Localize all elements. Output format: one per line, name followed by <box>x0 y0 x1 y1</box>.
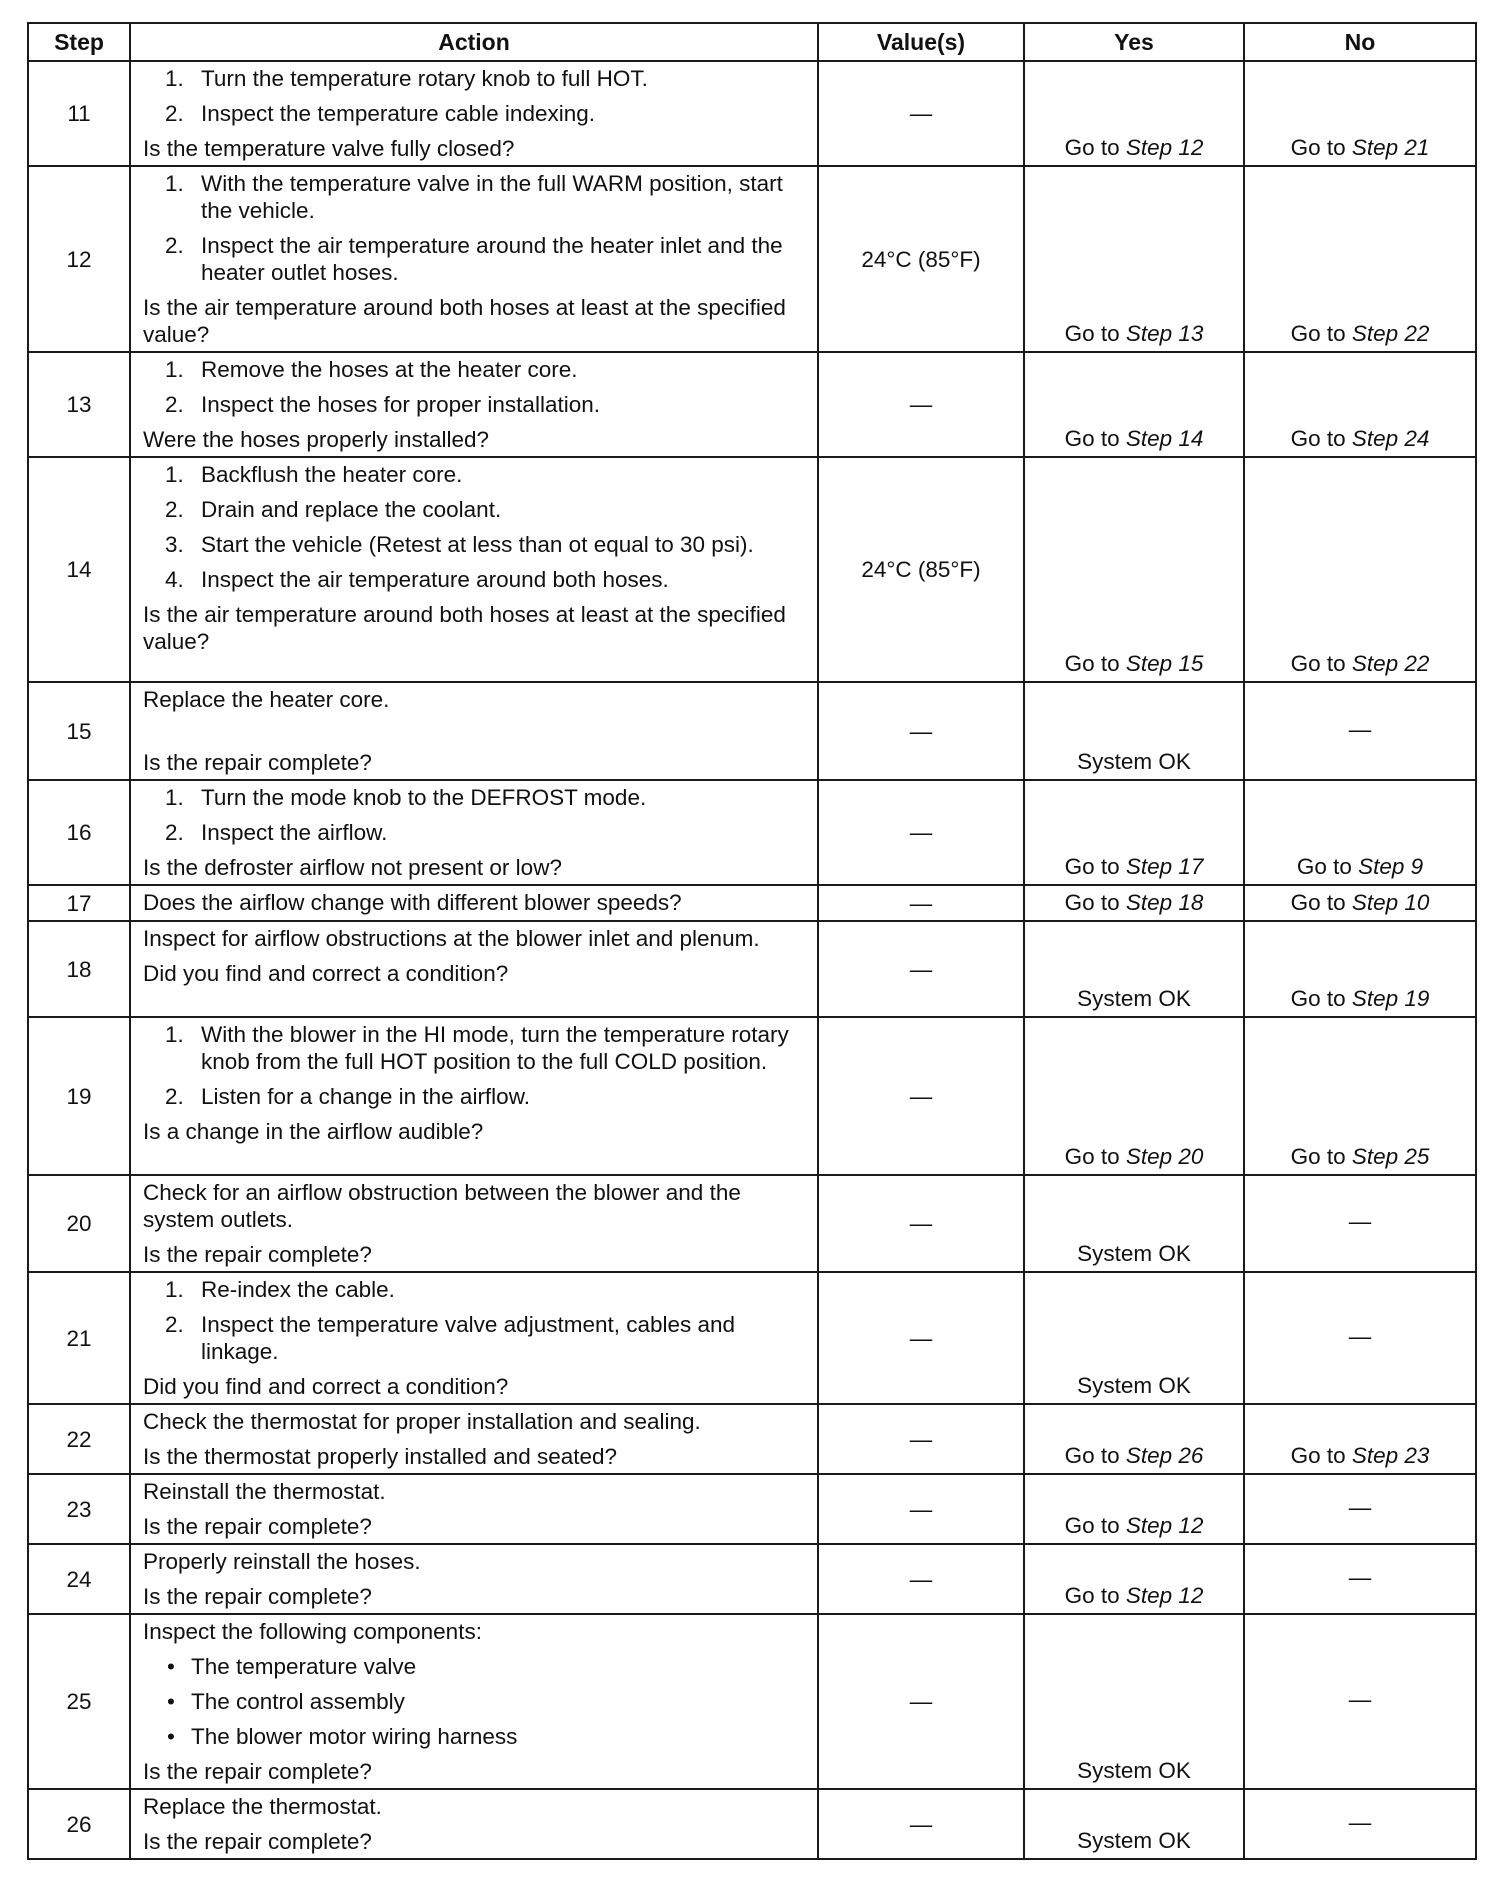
action-text: Drain and replace the coolant. <box>201 497 502 522</box>
action-cell <box>130 1404 818 1474</box>
table-row <box>28 1017 1476 1175</box>
action-text: Inspect for airflow obstructions at the blower inlet and plenum. <box>143 926 760 951</box>
action-step-item <box>143 566 809 593</box>
action-text: Does the airflow change with different blower speeds? <box>143 890 682 915</box>
no-cell <box>1244 352 1476 457</box>
step-number: 17 <box>28 885 130 921</box>
action-cell <box>130 352 818 457</box>
result-text: System OK <box>1077 1828 1191 1853</box>
value-cell: — <box>818 682 1024 780</box>
yes-cell <box>1024 166 1244 352</box>
header-yes: Yes <box>1024 23 1244 61</box>
item-number: 2. <box>165 1084 184 1109</box>
action-question <box>143 854 809 881</box>
step-number: 25 <box>28 1614 130 1789</box>
table-row <box>28 166 1476 352</box>
action-cell <box>130 1175 818 1272</box>
item-number: 1. <box>165 462 184 487</box>
goto-prefix: Go to <box>1290 426 1352 451</box>
dash: — <box>1348 1809 1372 1835</box>
action-text: Is the repair complete? <box>143 1584 372 1609</box>
action-step-item <box>143 496 809 523</box>
yes-cell <box>1024 61 1244 166</box>
action-cell <box>130 1789 818 1859</box>
goto-step-ref: Step 20 <box>1125 1144 1204 1169</box>
result-text: System OK <box>1077 1373 1191 1398</box>
goto-step-ref: Step 9 <box>1358 854 1424 879</box>
table-row <box>28 457 1476 682</box>
yes-cell <box>1024 682 1244 780</box>
step-number: 13 <box>28 352 130 457</box>
value-cell: — <box>818 1789 1024 1859</box>
no-cell <box>1244 61 1476 166</box>
goto-step-ref: Step 12 <box>1125 1583 1204 1608</box>
header-row <box>28 23 1476 61</box>
action-question <box>143 1373 809 1400</box>
action-cell <box>130 1614 818 1789</box>
action-question <box>143 1758 809 1785</box>
no-cell <box>1244 1474 1476 1544</box>
action-text: Remove the hoses at the heater core. <box>201 357 578 382</box>
action-step-item <box>143 232 809 286</box>
action-question <box>143 686 809 713</box>
table-row <box>28 352 1476 457</box>
action-question <box>143 749 809 776</box>
action-text: With the blower in the HI mode, turn the temperature rotary knob from the full HOT position to the full COLD position. <box>201 1022 789 1074</box>
action-text: Inspect the hoses for proper installation. <box>201 392 600 417</box>
goto-step-ref: Step 13 <box>1125 321 1204 346</box>
action-text: Is the thermostat properly installed and seated? <box>143 1444 618 1469</box>
value-cell: — <box>818 921 1024 1017</box>
action-cell <box>130 166 818 352</box>
item-number: 1. <box>165 1277 184 1302</box>
action-step-item <box>143 1083 809 1110</box>
step-number: 12 <box>28 166 130 352</box>
action-question <box>143 1179 809 1233</box>
goto-step-ref: Step 22 <box>1351 321 1430 346</box>
table-row <box>28 1272 1476 1404</box>
action-text: Is the repair complete? <box>143 750 372 775</box>
yes-cell <box>1024 1017 1244 1175</box>
action-text: Reinstall the thermostat. <box>143 1479 386 1504</box>
goto-prefix: Go to <box>1290 135 1352 160</box>
step-number: 11 <box>28 61 130 166</box>
no-cell <box>1244 921 1476 1017</box>
goto-step-ref: Step 21 <box>1351 135 1430 160</box>
step-number: 26 <box>28 1789 130 1859</box>
item-number: 4. <box>165 567 184 592</box>
goto-step-ref: Step 23 <box>1351 1443 1430 1468</box>
action-question <box>143 1618 809 1645</box>
goto-step-ref: Step 15 <box>1125 651 1204 676</box>
step-number: 19 <box>28 1017 130 1175</box>
action-question <box>143 1443 809 1470</box>
action-text: Turn the temperature rotary knob to full HOT. <box>201 66 648 91</box>
goto-prefix: Go to <box>1064 135 1126 160</box>
action-step-item <box>143 461 809 488</box>
diagnostic-table <box>27 22 1477 1860</box>
action-text: Is the repair complete? <box>143 1829 372 1854</box>
action-text: Inspect the airflow. <box>201 820 388 845</box>
yes-cell <box>1024 1789 1244 1859</box>
no-cell <box>1244 885 1476 921</box>
action-text: Listen for a change in the airflow. <box>201 1084 530 1109</box>
item-number: 2. <box>165 101 184 126</box>
action-text: With the temperature valve in the full WARM position, start the vehicle. <box>201 171 783 223</box>
step-number: 14 <box>28 457 130 682</box>
action-step-item <box>143 1276 809 1303</box>
goto-prefix: Go to <box>1290 986 1352 1011</box>
action-text: Backflush the heater core. <box>201 462 463 487</box>
item-number: 1. <box>165 357 184 382</box>
value-cell: 24°C (85°F) <box>818 166 1024 352</box>
no-cell <box>1244 166 1476 352</box>
goto-step-ref: Step 19 <box>1351 986 1430 1011</box>
action-text: Did you find and correct a condition? <box>143 961 509 986</box>
yes-cell <box>1024 780 1244 885</box>
dash: — <box>1348 1494 1372 1520</box>
dash: — <box>1348 716 1372 742</box>
goto-step-ref: Step 10 <box>1351 890 1430 915</box>
step-number: 22 <box>28 1404 130 1474</box>
item-number: 2. <box>165 392 184 417</box>
action-cell <box>130 780 818 885</box>
action-cell <box>130 1544 818 1614</box>
action-question <box>143 1118 809 1145</box>
item-number: 2. <box>165 497 184 522</box>
no-cell <box>1244 780 1476 885</box>
value-cell: — <box>818 1017 1024 1175</box>
action-step-item <box>143 531 809 558</box>
bullet-marker: • <box>167 1689 175 1714</box>
action-text: Did you find and correct a condition? <box>143 1374 509 1399</box>
yes-cell <box>1024 1404 1244 1474</box>
action-step-item <box>143 784 809 811</box>
action-cell <box>130 1017 818 1175</box>
table-row <box>28 885 1476 921</box>
goto-step-ref: Step 14 <box>1125 426 1204 451</box>
action-text: Is a change in the airflow audible? <box>143 1119 484 1144</box>
action-question <box>143 1548 809 1575</box>
action-text: Is the repair complete? <box>143 1242 372 1267</box>
item-number: 1. <box>165 1022 184 1047</box>
action-question <box>143 135 809 162</box>
spacer <box>143 721 809 741</box>
action-text: Start the vehicle (Retest at less than ot equal to 30 psi). <box>201 532 754 557</box>
yes-cell <box>1024 921 1244 1017</box>
table-row <box>28 1404 1476 1474</box>
header-values: Value(s) <box>818 23 1024 61</box>
table-row <box>28 1175 1476 1272</box>
dash: — <box>1348 1564 1372 1590</box>
value-cell: — <box>818 1544 1024 1614</box>
value-cell: — <box>818 61 1024 166</box>
action-text: Turn the mode knob to the DEFROST mode. <box>201 785 647 810</box>
value-cell: — <box>818 1404 1024 1474</box>
goto-prefix: Go to <box>1296 854 1359 879</box>
table-row <box>28 1789 1476 1859</box>
action-text: Inspect the air temperature around the heater inlet and the heater outlet hoses. <box>201 233 783 285</box>
result-text: System OK <box>1077 1758 1191 1783</box>
table-row <box>28 780 1476 885</box>
action-question <box>143 960 809 987</box>
action-text: Replace the heater core. <box>143 687 390 712</box>
yes-cell <box>1024 457 1244 682</box>
table-row <box>28 682 1476 780</box>
table-row <box>28 1614 1476 1789</box>
action-cell <box>130 921 818 1017</box>
bullet-marker: • <box>167 1654 175 1679</box>
no-cell <box>1244 1175 1476 1272</box>
goto-prefix: Go to <box>1064 426 1126 451</box>
goto-prefix: Go to <box>1064 854 1126 879</box>
action-question <box>143 1583 809 1610</box>
action-bullet-item <box>143 1688 809 1715</box>
step-number: 15 <box>28 682 130 780</box>
action-text: Is the temperature valve fully closed? <box>143 136 515 161</box>
action-text: Is the repair complete? <box>143 1514 372 1539</box>
goto-prefix: Go to <box>1290 1443 1352 1468</box>
no-cell <box>1244 1404 1476 1474</box>
yes-cell <box>1024 352 1244 457</box>
action-cell <box>130 61 818 166</box>
no-cell <box>1244 1272 1476 1404</box>
goto-prefix: Go to <box>1290 1144 1352 1169</box>
step-number: 20 <box>28 1175 130 1272</box>
bullet-marker: • <box>167 1724 175 1749</box>
header-action: Action <box>130 23 818 61</box>
no-cell <box>1244 682 1476 780</box>
action-cell <box>130 1474 818 1544</box>
action-text: The control assembly <box>191 1689 405 1714</box>
no-cell <box>1244 1789 1476 1859</box>
action-text: Were the hoses properly installed? <box>143 427 490 452</box>
goto-step-ref: Step 12 <box>1125 1513 1204 1538</box>
action-text: Inspect the following components: <box>143 1619 482 1644</box>
action-cell <box>130 682 818 780</box>
action-text: Is the air temperature around both hoses at least at the specified value? <box>143 602 786 654</box>
action-question <box>143 925 809 952</box>
action-bullet-item <box>143 1653 809 1680</box>
item-number: 1. <box>165 785 184 810</box>
action-text: Is the air temperature around both hoses at least at the specified value? <box>143 295 786 347</box>
no-cell <box>1244 1614 1476 1789</box>
value-cell: — <box>818 1175 1024 1272</box>
goto-step-ref: Step 18 <box>1125 890 1204 915</box>
goto-step-ref: Step 22 <box>1351 651 1430 676</box>
value-cell: — <box>818 1474 1024 1544</box>
action-question <box>143 1408 809 1435</box>
step-number: 18 <box>28 921 130 1017</box>
value-cell: — <box>818 780 1024 885</box>
action-text: Properly reinstall the hoses. <box>143 1549 421 1574</box>
goto-prefix: Go to <box>1064 1443 1126 1468</box>
action-text: Re-index the cable. <box>201 1277 395 1302</box>
value-cell: — <box>818 1614 1024 1789</box>
no-cell <box>1244 1544 1476 1614</box>
step-number: 24 <box>28 1544 130 1614</box>
action-question <box>143 601 809 655</box>
goto-prefix: Go to <box>1290 651 1352 676</box>
value-cell: — <box>818 352 1024 457</box>
step-number: 21 <box>28 1272 130 1404</box>
yes-cell <box>1024 1272 1244 1404</box>
goto-prefix: Go to <box>1064 651 1126 676</box>
action-step-item <box>143 356 809 383</box>
goto-step-ref: Step 24 <box>1351 426 1430 451</box>
yes-cell <box>1024 1614 1244 1789</box>
header-no: No <box>1244 23 1476 61</box>
goto-step-ref: Step 25 <box>1351 1144 1430 1169</box>
action-cell <box>130 885 818 921</box>
action-step-item <box>143 1021 809 1075</box>
value-cell: — <box>818 1272 1024 1404</box>
step-number: 23 <box>28 1474 130 1544</box>
goto-prefix: Go to <box>1290 890 1352 915</box>
action-text: Inspect the air temperature around both hoses. <box>201 567 669 592</box>
goto-prefix: Go to <box>1064 890 1126 915</box>
action-question <box>143 1513 809 1540</box>
action-step-item <box>143 1311 809 1365</box>
goto-step-ref: Step 26 <box>1125 1443 1204 1468</box>
goto-step-ref: Step 12 <box>1125 135 1204 160</box>
value-cell: 24°C (85°F) <box>818 457 1024 682</box>
action-text: The temperature valve <box>191 1654 417 1679</box>
action-question <box>143 1478 809 1505</box>
dash: — <box>1348 1209 1372 1234</box>
goto-step-ref: Step 17 <box>1125 854 1204 879</box>
item-number: 1. <box>165 171 184 196</box>
action-text: Is the repair complete? <box>143 1759 372 1784</box>
action-text: Inspect the temperature valve adjustment, cables and linkage. <box>201 1312 736 1364</box>
action-step-item <box>143 391 809 418</box>
goto-prefix: Go to <box>1064 1144 1126 1169</box>
action-text: Replace the thermostat. <box>143 1794 382 1819</box>
item-number: 1. <box>165 66 184 91</box>
action-question <box>143 1793 809 1820</box>
goto-prefix: Go to <box>1290 321 1352 346</box>
action-cell <box>130 1272 818 1404</box>
action-question <box>143 294 809 348</box>
table-row <box>28 61 1476 166</box>
item-number: 2. <box>165 233 184 258</box>
dash: — <box>1348 1687 1372 1712</box>
result-text: System OK <box>1077 749 1191 774</box>
action-text: Inspect the temperature cable indexing. <box>201 101 595 126</box>
action-bullet-item <box>143 1723 809 1750</box>
action-step-item <box>143 819 809 846</box>
action-question <box>143 1828 809 1855</box>
item-number: 2. <box>165 820 184 845</box>
action-cell <box>130 457 818 682</box>
table-body <box>28 61 1476 1859</box>
action-question <box>143 889 809 916</box>
action-step-item <box>143 65 809 92</box>
yes-cell <box>1024 1544 1244 1614</box>
goto-prefix: Go to <box>1064 1513 1126 1538</box>
goto-prefix: Go to <box>1064 321 1126 346</box>
no-cell <box>1244 1017 1476 1175</box>
action-step-item <box>143 170 809 224</box>
action-text: Is the defroster airflow not present or low? <box>143 855 562 880</box>
result-text: System OK <box>1077 1241 1191 1266</box>
action-text: The blower motor wiring harness <box>191 1724 518 1749</box>
action-question <box>143 1241 809 1268</box>
table-row <box>28 1544 1476 1614</box>
yes-cell <box>1024 885 1244 921</box>
step-number: 16 <box>28 780 130 885</box>
table-row <box>28 1474 1476 1544</box>
item-number: 3. <box>165 532 184 557</box>
value-cell: — <box>818 885 1024 921</box>
yes-cell <box>1024 1474 1244 1544</box>
action-text: Check the thermostat for proper installation and sealing. <box>143 1409 701 1434</box>
no-cell <box>1244 457 1476 682</box>
goto-prefix: Go to <box>1064 1583 1126 1608</box>
header-step: Step <box>28 23 130 61</box>
result-text: System OK <box>1077 986 1191 1011</box>
action-step-item <box>143 100 809 127</box>
item-number: 2. <box>165 1312 184 1337</box>
action-question <box>143 426 809 453</box>
action-text: Check for an airflow obstruction between the blower and the system outlets. <box>143 1180 741 1232</box>
table-row <box>28 921 1476 1017</box>
yes-cell <box>1024 1175 1244 1272</box>
dash: — <box>1348 1323 1372 1349</box>
